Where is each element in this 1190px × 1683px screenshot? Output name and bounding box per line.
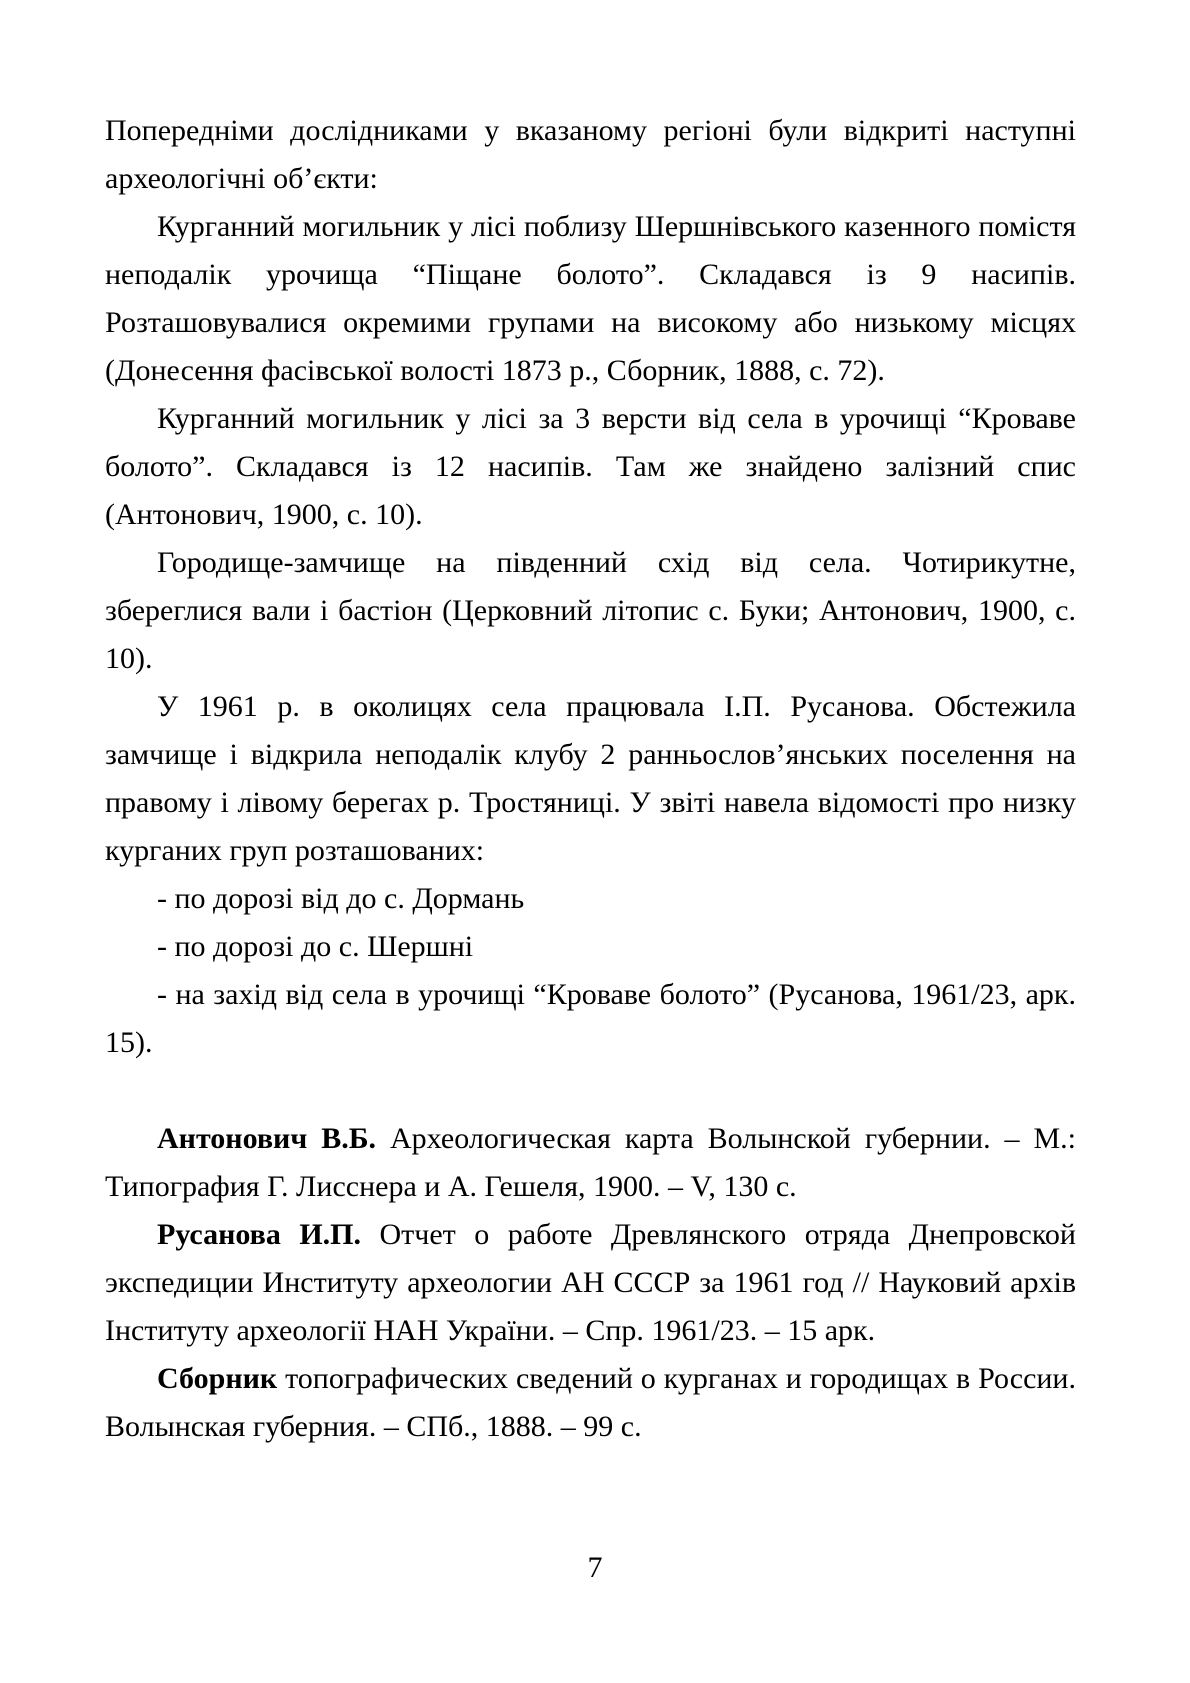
body-paragraph: Курганний могильник у лісі поблизу Шершнівського казенного помістя неподалік урочища “Піщане болото”. Складався із 9 насипів. Розташовувалися окремими групами на високому або низькому місцях (Донесення фасівської волості 1873 р., Сборник, 1888, с. 72). [105,210,1076,387]
reference-entry [105,1211,1076,1355]
reference-author: Сборник [157,1362,278,1395]
list-item: - по дорозі від до с. Дормань [157,882,525,915]
body-paragraph: У 1961 р. в околицях села працювала І.П. Русанова. Обстежила замчище і відкрила неподалік клубу 2 ранньослов’янських поселення на правому і лівому берегах р. Тростяниці. У звіті навела відомості про низку курганих груп розташованих: [105,690,1076,867]
reference-text: Отчет о работе Древлянского отряда Днепровской экспедиции Институту археологии АН СССР за 1961 год // Науковий архів Інституту археології НАН України. – Спр. 1961/23. – 15 арк. [105,1218,1076,1347]
reference-text: топографических сведений о курганах и городищах в России. Волынская губерния. – СПб., 1888. – 99 с. [105,1362,1076,1443]
blank-line-spacer [105,1067,1076,1115]
list-item: - по дорозі до с. Шершні [157,930,474,963]
body-paragraph: Городище-замчище на південний схід від села. Чотирикутне, збереглися вали і бастіон (Церковний літопис с. Буки; Антонович, 1900, с. 10). [105,546,1076,675]
page-number: 7 [587,1551,603,1584]
page-body-text [105,107,1076,1451]
reference-entry [105,1355,1076,1451]
reference-text: Археологическая карта Волынской губернии. – М.: Типография Г. Лисснера и А. Гешеля, 1900. – V, 130 с. [105,1122,1077,1203]
reference-entry [105,1115,1076,1211]
reference-author: Русанова И.П. [157,1218,361,1251]
body-paragraph: Курганний могильник у лісі за 3 версти від села в урочищі “Кроваве болото”. Складався із 12 насипів. Там же знайдено залізний спис (Антонович, 1900, с. 10). [105,402,1076,531]
reference-author: Антонович В.Б. [157,1122,377,1155]
body-paragraph: Попередніми дослідниками у вказаному регіоні були відкриті наступні археологічні об’єкти: [105,114,1076,195]
list-item: - на захід від села в урочищі “Кроваве болото” (Русанова, 1961/23, арк. 15). [105,978,1076,1059]
